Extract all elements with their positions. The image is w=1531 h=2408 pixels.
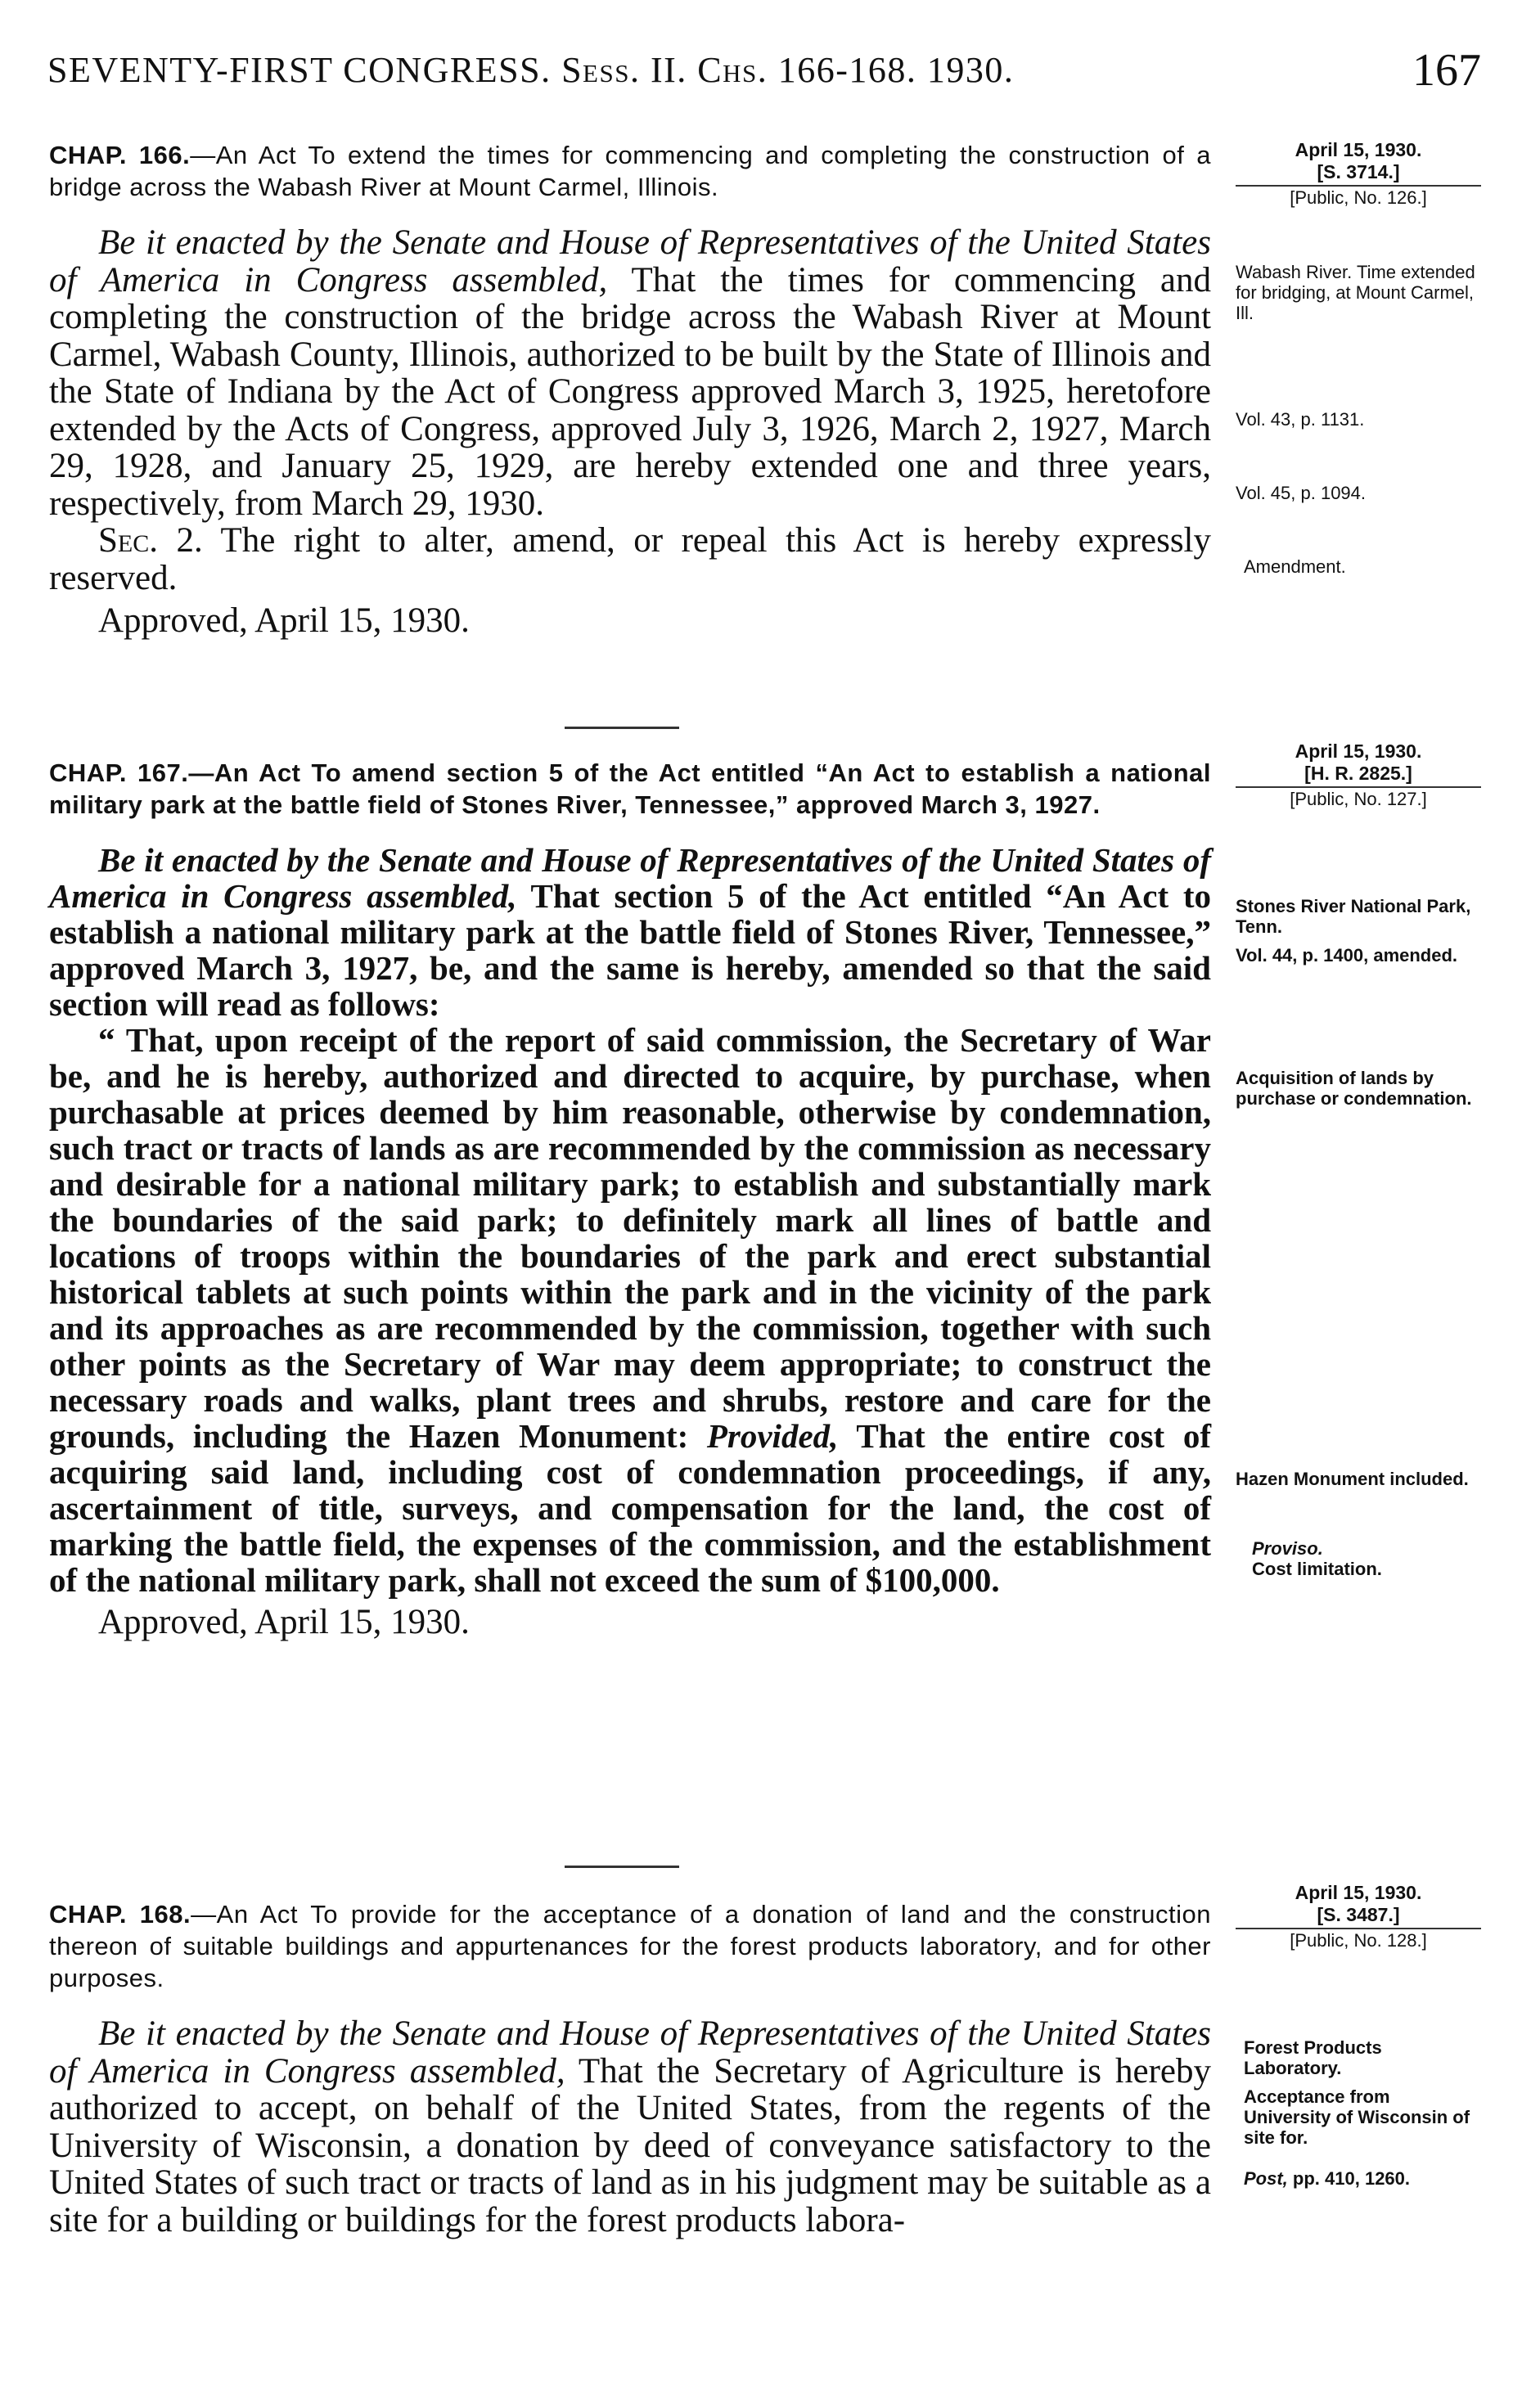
chapter-168-title: —An Act To provide for the acceptance of a donation of land and the construction thereon of suitable buildings and appurtenances for the forest products laboratory, and for other purposes.	[49, 1900, 1212, 1992]
running-head	[47, 45, 1481, 106]
chapter-167-bill: [H. R. 2825.]	[1236, 763, 1481, 788]
year-label: 1930.	[926, 50, 1015, 90]
chapter-168-bill: [S. 3487.]	[1236, 1904, 1481, 1929]
chapter-168-heading	[49, 1898, 1211, 1994]
section-divider-1	[565, 727, 679, 729]
chapter-167-public-no: [Public, No. 127.]	[1290, 789, 1427, 809]
margin-note-vol44: Vol. 44, p. 1400, amended.	[1236, 945, 1458, 965]
chapter-166-margin	[1227, 139, 1489, 679]
margin-note-cost-limitation: Cost limitation.	[1252, 1559, 1382, 1579]
chapter-166-heading	[49, 139, 1211, 203]
margin-note-acceptance: Acceptance from University of Wisconsin of site for.	[1244, 2086, 1470, 2148]
chapter-166-title: —An Act To extend the times for commencing and completing the construction of a bridge across the Wabash River at Mount Carmel, Illinois.	[49, 141, 1211, 201]
chapter-166-section-1: That the times for commencing and completing the construction of the bridge across the Wabash River at Mount Carmel, Wabash County, Illinois, authorized to be built by the State of Illinois and the State of Indiana by the Act of Congress approved March 3, 1925, heretofore extended by the Acts of Congress, approved July 3, 1926, March 2, 1927, March 29, 1928, and January 25, 1929, are hereby extended one and three years, respectively, from March 29, 1930.	[49, 260, 1211, 523]
margin-note-acquisition: Acquisition of lands by purchase or condemnation.	[1236, 1068, 1472, 1109]
chapter-166	[49, 139, 1211, 641]
margin-note-post-word: Post,	[1244, 2168, 1288, 2189]
chapter-168-margin	[1227, 1882, 1489, 2373]
margin-note-forest-products: Forest Products Laboratory.	[1244, 2037, 1382, 2078]
chapter-166-label: CHAP. 166.	[49, 141, 191, 169]
chapter-167-date-block	[1227, 740, 1489, 810]
chapter-168-date-block	[1227, 1882, 1489, 1951]
congress-title: SEVENTY-FIRST CONGRESS.	[47, 50, 552, 90]
chapter-167-intro: That section 5 of the Act entitled “An Act to establish a national military park at the battle field of Stones River, Tennessee,” approved March 3, 1927, be, and the same is hereby, amended so that the said section will read as follows:	[49, 877, 1211, 1023]
margin-note-wabash	[1236, 262, 1481, 323]
margin-note-post	[1244, 2168, 1481, 2189]
section-divider-2	[565, 1866, 679, 1868]
chapter-166-date-block	[1227, 139, 1489, 209]
chapter-167-proviso: That the entire cost of acquiring said land, including cost of condemnation proceedings, if any, ascertainment of title, surveys, and compensation for the land, the cost of marking the battle field, the expenses of the commission, and the establishment of the national military park, shall not exceed the sum of $100,000.	[49, 1417, 1211, 1599]
chapter-167-title: —An Act To amend section 5 of the Act entitled “An Act to establish a national military park at the battle field of Stones River, Tennessee,” approved March 3, 1927.	[49, 758, 1211, 819]
margin-note-proviso	[1252, 1538, 1382, 1579]
chapter-168	[49, 1898, 1211, 2239]
margin-note-vol43: Vol. 43, p. 1131.	[1236, 409, 1365, 430]
chapter-167-enacting-clause: Be it enacted by the Senate and House of Representatives of the United States of America in Congress assembled,	[49, 841, 1211, 915]
page-number: 167	[1412, 45, 1481, 96]
margin-note-wabash-subject: Wabash River.	[1236, 262, 1353, 282]
chapter-166-approved: Approved, April 15, 1930.	[98, 601, 470, 640]
chapter-167-body	[49, 842, 1211, 1598]
margin-note-amendment: Amendment.	[1244, 556, 1346, 577]
chapter-167-margin	[1227, 740, 1489, 1837]
chapter-167-quoted-section: “ That, upon receipt of the report of said commission, the Secretary of War be, and he is hereby, authorized and directed to acquire, by purchase, when purchasable at prices deemed by him reasonable, otherwise by condemnation, such tract or tracts of lands as are recommended by the commission as necessary and desirable for a national military park; to establish and substantially mark the boundaries of the said park; to definitely mark all lines of battle and locations of troops within the boundaries of the park and erect substantial historical tablets at such points within the park and in the vicinity of the park and its approaches as are recommended by the commission, together with such other points as the Secretary of War may deem appropriate; to construct the necessary roads and walks, plant trees and shrubs, restore and care for the grounds, including the Hazen Monument:	[49, 1021, 1211, 1455]
chapter-167-heading	[49, 757, 1211, 821]
chapter-168-label: CHAP. 168.	[49, 1900, 191, 1929]
margin-note-vol45: Vol. 45, p. 1094.	[1236, 483, 1367, 503]
chapter-167	[49, 757, 1211, 1642]
chapter-167-proviso-word: Provided,	[706, 1417, 839, 1455]
margin-note-wabash-detail: Time extended for bridging, at Mount Carmel, Ill.	[1236, 262, 1475, 323]
chapter-166-enacting-clause: Be it enacted by the Senate and House of Representatives of the United States of America in Congress assembled,	[49, 223, 1211, 299]
chapter-167-label: CHAP. 167.	[49, 758, 189, 787]
chapter-167-approved: Approved, April 15, 1930.	[98, 1603, 470, 1641]
chapter-168-body	[49, 2015, 1211, 2239]
chapter-168-enacting-clause: Be it enacted by the Senate and House of Representatives of the United States of America in Congress assembled,	[49, 2014, 1211, 2091]
margin-note-proviso-word: Proviso.	[1252, 1538, 1323, 1559]
session-label: Sess. II.	[561, 50, 687, 90]
chapter-166-date: April 15, 1930.	[1295, 139, 1422, 160]
margin-note-post-ref: pp. 410, 1260.	[1292, 2168, 1411, 2189]
chapter-166-body	[49, 224, 1211, 596]
chapter-168-public-no: [Public, No. 128.]	[1290, 1930, 1427, 1951]
margin-note-hazen: Hazen Monument included.	[1236, 1469, 1469, 1489]
chapter-166-section-2-label: Sec. 2.	[98, 521, 203, 560]
running-head-title	[47, 49, 1014, 91]
chapter-166-section-2: The right to alter, amend, or repeal this Act is hereby expressly reserved.	[49, 521, 1211, 597]
chapters-range: Chs. 166-168.	[697, 50, 917, 90]
chapter-166-bill: [S. 3714.]	[1236, 161, 1481, 187]
chapter-168-date: April 15, 1930.	[1295, 1882, 1422, 1903]
chapter-167-date: April 15, 1930.	[1295, 740, 1422, 762]
chapter-168-text: That the Secretary of Agriculture is hereby authorized to accept, on behalf of the United States, from the regents of the University of Wisconsin, a donation by deed of conveyance satisfactory to the United States of such tract or tracts of land as in his judgment may be suitable as a site for a building or buildings for the forest products labora-	[49, 2051, 1211, 2239]
margin-note-stones-river: Stones River National Park, Tenn.	[1236, 896, 1471, 937]
chapter-166-public-no: [Public, No. 126.]	[1290, 187, 1427, 208]
